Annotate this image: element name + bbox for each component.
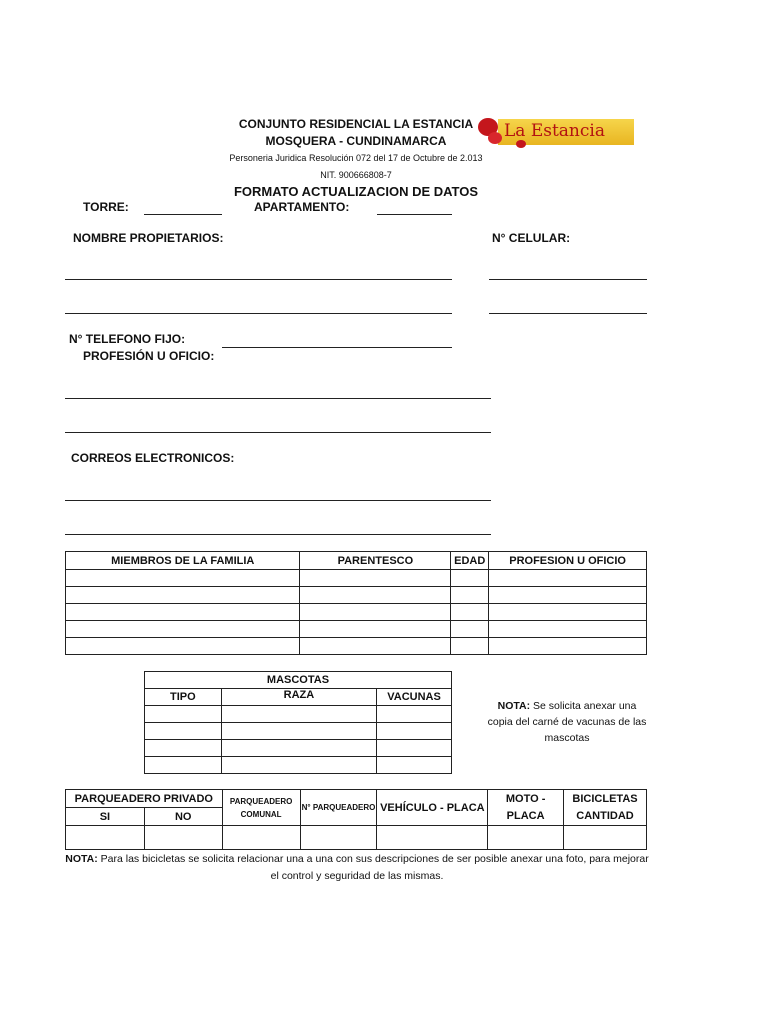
logo-text: La Estancia [504, 121, 605, 141]
bike-note-label: NOTA: [65, 853, 98, 865]
correo-field-2[interactable] [65, 534, 491, 535]
table-cell[interactable] [300, 638, 451, 655]
table-cell[interactable] [488, 826, 564, 850]
table-cell[interactable] [377, 757, 452, 774]
table-row [66, 604, 647, 621]
col-bicicletas-cantidad: BICICLETAS CANTIDAD [564, 790, 647, 826]
col-si: SI [66, 808, 145, 826]
pets-note-label: NOTA: [497, 700, 531, 712]
table-cell[interactable] [377, 706, 452, 723]
table-cell[interactable] [300, 587, 451, 604]
table-row [145, 706, 452, 723]
table-cell[interactable] [221, 706, 376, 723]
table-cell[interactable] [66, 570, 300, 587]
table-row [66, 826, 647, 850]
pets-note [484, 698, 650, 746]
nombre-propietarios-label: NOMBRE PROPIETARIOS: [73, 231, 224, 245]
table-cell[interactable] [489, 638, 647, 655]
table-cell[interactable] [145, 723, 222, 740]
form-title: FORMATO ACTUALIZACION DE DATOS [233, 184, 479, 199]
celular-field-2[interactable] [489, 313, 647, 314]
nit-number: NIT. 900666808-7 [320, 170, 392, 180]
profesion-label: PROFESIÓN U OFICIO: [83, 349, 215, 363]
table-cell[interactable] [221, 740, 376, 757]
legal-resolution: Personeria Juridica Resolución 072 del 17 de Octubre de 2.013 [229, 153, 483, 163]
table-cell[interactable] [144, 826, 222, 850]
table-row [145, 740, 452, 757]
torre-label: TORRE: [83, 200, 129, 214]
table-cell[interactable] [145, 740, 222, 757]
org-name: CONJUNTO RESIDENCIAL LA ESTANCIA [238, 117, 474, 131]
pets-header-row [145, 689, 452, 706]
logo-petal-icon-2 [516, 140, 526, 148]
col-miembros: MIEMBROS DE LA FAMILIA [66, 552, 300, 570]
table-cell[interactable] [489, 570, 647, 587]
col-numero-parqueadero: N° PARQUEADERO [300, 790, 377, 826]
table-row [145, 723, 452, 740]
table-cell[interactable] [222, 826, 300, 850]
propietario-field-2[interactable] [65, 313, 452, 314]
table-cell[interactable] [300, 826, 377, 850]
table-cell[interactable] [377, 826, 488, 850]
col-parqueadero-privado: PARQUEADERO PRIVADO [66, 790, 223, 808]
bike-note-text: Para las bicicletas se solicita relacionar una a una con sus descripciones de ser posible anexar una foto, para mejorar el control y seguridad de las mismas. [97, 853, 649, 882]
table-cell[interactable] [377, 740, 452, 757]
parking-header-row-1 [66, 790, 647, 808]
table-cell[interactable] [377, 723, 452, 740]
table-cell[interactable] [451, 638, 489, 655]
correos-label: CORREOS ELECTRONICOS: [71, 451, 235, 465]
table-cell[interactable] [489, 604, 647, 621]
table-row [66, 587, 647, 604]
apartamento-field[interactable] [377, 214, 452, 215]
table-cell[interactable] [66, 638, 300, 655]
pets-title: MASCOTAS [145, 672, 452, 689]
profesion-field-2[interactable] [65, 432, 491, 433]
table-cell[interactable] [66, 587, 300, 604]
col-no: NO [144, 808, 222, 826]
table-cell[interactable] [66, 604, 300, 621]
family-header-row [66, 552, 647, 570]
table-cell[interactable] [564, 826, 647, 850]
table-cell[interactable] [451, 587, 489, 604]
pets-title-row [145, 672, 452, 689]
table-cell[interactable] [221, 723, 376, 740]
table-cell[interactable] [300, 570, 451, 587]
table-row [66, 638, 647, 655]
col-parentesco: PARENTESCO [300, 552, 451, 570]
col-parqueadero-comunal: PARQUEADERO COMUNAL [222, 790, 300, 826]
col-moto-placa: MOTO - PLACA [488, 790, 564, 826]
propietario-field-1[interactable] [65, 279, 452, 280]
pets-note-text: Se solicita anexar una copia del carné de vacunas de las mascotas [487, 700, 647, 744]
table-row [145, 757, 452, 774]
correo-field-1[interactable] [65, 500, 491, 501]
table-cell[interactable] [451, 570, 489, 587]
profesion-field-1[interactable] [65, 398, 491, 399]
la-estancia-logo [476, 114, 638, 150]
table-cell[interactable] [145, 706, 222, 723]
table-row [66, 621, 647, 638]
col-vehiculo-placa: VEHÍCULO - PLACA [377, 790, 488, 826]
telefono-fijo-field[interactable] [222, 347, 452, 348]
table-cell[interactable] [221, 757, 376, 774]
table-cell[interactable] [489, 587, 647, 604]
pets-table [144, 671, 452, 774]
table-row [66, 570, 647, 587]
celular-label: N° CELULAR: [492, 231, 571, 245]
col-edad: EDAD [451, 552, 489, 570]
logo-petal-icon [488, 132, 502, 144]
col-profesion: PROFESION U OFICIO [489, 552, 647, 570]
celular-field-1[interactable] [489, 279, 647, 280]
family-table [65, 551, 647, 655]
table-cell[interactable] [489, 621, 647, 638]
table-cell[interactable] [66, 621, 300, 638]
apartamento-label: APARTAMENTO: [254, 200, 350, 214]
bike-note [62, 851, 652, 885]
parking-table [65, 789, 647, 850]
col-raza: RAZA [221, 689, 376, 706]
table-cell[interactable] [300, 621, 451, 638]
table-cell[interactable] [300, 604, 451, 621]
col-vacunas: VACUNAS [377, 689, 452, 706]
table-cell[interactable] [145, 757, 222, 774]
col-tipo: TIPO [145, 689, 222, 706]
telefono-fijo-label: N° TELEFONO FIJO: [69, 332, 186, 346]
org-location: MOSQUERA - CUNDINAMARCA [265, 134, 447, 148]
table-cell[interactable] [451, 604, 489, 621]
table-cell[interactable] [451, 621, 489, 638]
torre-field[interactable] [144, 214, 222, 215]
table-cell[interactable] [66, 826, 145, 850]
